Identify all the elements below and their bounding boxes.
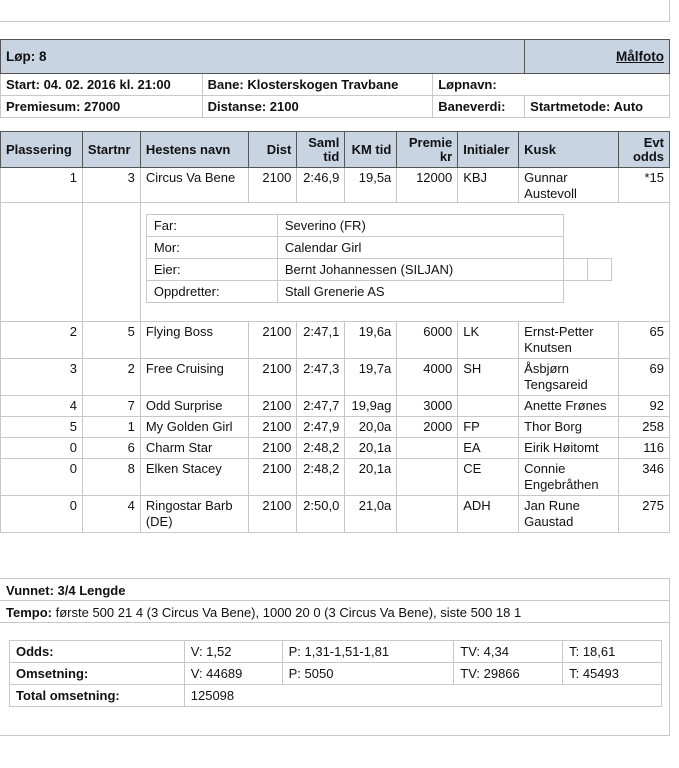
col-start-number[interactable]: Startnr <box>82 132 140 168</box>
cell-prize: 12000 <box>397 168 458 203</box>
turnover-v: V: 44689 <box>184 663 282 685</box>
table-row <box>1 359 670 396</box>
owner-empty-cell <box>564 259 587 281</box>
turnover-row <box>10 663 662 685</box>
cell-initials: EA <box>458 438 519 459</box>
total-turnover-label: Total omsetning: <box>10 685 185 707</box>
cell-km: 20,1a <box>345 459 397 496</box>
table-row <box>1 322 670 359</box>
odds-v: V: 1,52 <box>184 641 282 663</box>
cell-km: 20,1a <box>345 438 397 459</box>
owner-label: Eier: <box>146 259 277 281</box>
turnover-label: Omsetning: <box>10 663 185 685</box>
cell-km: 19,7a <box>345 359 397 396</box>
odds-table <box>9 640 662 707</box>
cell-dist: 2100 <box>249 168 297 203</box>
cell-initials: ADH <box>458 496 519 533</box>
cell-horse[interactable]: Ringostar Barb (DE) <box>140 496 249 533</box>
cell-startnr: 3 <box>82 168 140 203</box>
winner-details-row <box>1 203 670 322</box>
breeder-value: Stall Grenerie AS <box>277 281 563 303</box>
cell-startnr: 4 <box>82 496 140 533</box>
cell-startnr: 5 <box>82 322 140 359</box>
cell-place: 5 <box>1 417 83 438</box>
cell-initials: CE <box>458 459 519 496</box>
cell-km: 19,5a <box>345 168 397 203</box>
cell-dist: 2100 <box>249 438 297 459</box>
cell-prize <box>397 438 458 459</box>
race-title: Løp: 8 <box>1 40 525 74</box>
col-km-time[interactable]: KM tid <box>345 132 397 168</box>
col-initials[interactable]: Initialer <box>458 132 519 168</box>
cell-horse[interactable]: Flying Boss <box>140 322 249 359</box>
results-header-row <box>1 132 670 168</box>
sire-label: Far: <box>146 215 277 237</box>
cell-time: 2:47,1 <box>297 322 345 359</box>
col-total-time[interactable]: Saml tid <box>297 132 345 168</box>
cell-initials: LK <box>458 322 519 359</box>
cell-time: 2:48,2 <box>297 438 345 459</box>
total-turnover-value: 125098 <box>184 685 661 707</box>
cell-place: 2 <box>1 322 83 359</box>
odds-p: P: 1,31-1,51-1,81 <box>282 641 454 663</box>
cell-odds: *15 <box>619 168 670 203</box>
cell-startnr: 2 <box>82 359 140 396</box>
table-row <box>1 168 670 203</box>
col-prize[interactable]: Premie kr <box>397 132 458 168</box>
cell-driver: Jan Rune Gaustad <box>519 496 619 533</box>
cell-time: 2:47,3 <box>297 359 345 396</box>
table-row <box>1 396 670 417</box>
cell-time: 2:47,7 <box>297 396 345 417</box>
cell-startnr: 7 <box>82 396 140 417</box>
cell-prize: 4000 <box>397 359 458 396</box>
table-row <box>1 438 670 459</box>
cell-odds: 69 <box>619 359 670 396</box>
odds-tv: TV: 4,34 <box>454 641 563 663</box>
prize-sum-info: Premiesum: 27000 <box>1 96 203 118</box>
cell-km: 19,9ag <box>345 396 397 417</box>
winner-details <box>146 214 612 303</box>
cell-horse[interactable]: Circus Va Bene <box>140 168 249 203</box>
cell-place: 0 <box>1 459 83 496</box>
dam-value: Calendar Girl <box>277 237 563 259</box>
cell-time: 2:48,2 <box>297 459 345 496</box>
cell-dist: 2100 <box>249 396 297 417</box>
total-turnover-row <box>10 685 662 707</box>
cell-prize: 2000 <box>397 417 458 438</box>
table-row <box>1 417 670 438</box>
odds-label: Odds: <box>10 641 185 663</box>
owner-empty-cell <box>587 259 611 281</box>
cell-odds: 275 <box>619 496 670 533</box>
cell-dist: 2100 <box>249 322 297 359</box>
table-row <box>1 496 670 533</box>
track-info: Bane: Klosterskogen Travbane <box>202 74 433 96</box>
cell-km: 20,0a <box>345 417 397 438</box>
cell-driver: Thor Borg <box>519 417 619 438</box>
odds-t: T: 18,61 <box>563 641 662 663</box>
breeder-label: Oppdretter: <box>146 281 277 303</box>
cell-prize: 3000 <box>397 396 458 417</box>
race-summary <box>0 578 670 736</box>
turnover-tv: TV: 29866 <box>454 663 563 685</box>
col-distance[interactable]: Dist <box>249 132 297 168</box>
distance-info: Distanse: 2100 <box>202 96 433 118</box>
cell-driver: Gunnar Austevoll <box>519 168 619 203</box>
turnover-p: P: 5050 <box>282 663 454 685</box>
details-spacer <box>82 203 140 322</box>
cell-horse[interactable]: Free Cruising <box>140 359 249 396</box>
cell-dist: 2100 <box>249 459 297 496</box>
cell-driver: Eirik Høitomt <box>519 438 619 459</box>
owner-value: Bernt Johannessen (SILJAN) <box>277 259 563 281</box>
cell-prize <box>397 459 458 496</box>
turnover-t: T: 45493 <box>563 663 662 685</box>
won-by: Vunnet: 3/4 Lengde <box>0 579 669 601</box>
cell-startnr: 1 <box>82 417 140 438</box>
cell-initials: KBJ <box>458 168 519 203</box>
cell-initials <box>458 396 519 417</box>
dam-label: Mor: <box>146 237 277 259</box>
col-horse-name[interactable]: Hestens navn <box>140 132 249 168</box>
cell-km: 21,0a <box>345 496 397 533</box>
cell-dist: 2100 <box>249 417 297 438</box>
cell-startnr: 6 <box>82 438 140 459</box>
cell-prize <box>397 496 458 533</box>
cell-place: 0 <box>1 496 83 533</box>
cell-odds: 65 <box>619 322 670 359</box>
cell-place: 0 <box>1 438 83 459</box>
cell-odds: 116 <box>619 438 670 459</box>
cell-driver: Anette Frønes <box>519 396 619 417</box>
table-row <box>1 459 670 496</box>
cell-startnr: 8 <box>82 459 140 496</box>
cell-km: 19,6a <box>345 322 397 359</box>
start-info: Start: 04. 02. 2016 kl. 21:00 <box>1 74 203 96</box>
cell-initials: SH <box>458 359 519 396</box>
results-table <box>0 131 670 533</box>
cell-driver: Ernst-Petter Knutsen <box>519 322 619 359</box>
cell-odds: 92 <box>619 396 670 417</box>
cell-place: 1 <box>1 168 83 203</box>
tempo: Tempo: første 500 21 4 (3 Circus Va Bene), 1000 20 0 (3 Circus Va Bene), siste 500 18 1 <box>0 601 669 623</box>
cell-horse[interactable]: Odd Surprise <box>140 396 249 417</box>
cell-odds: 346 <box>619 459 670 496</box>
col-driver[interactable]: Kusk <box>519 132 619 168</box>
cell-prize: 6000 <box>397 322 458 359</box>
photo-finish-link[interactable]: Målfoto <box>525 40 670 74</box>
details-spacer <box>1 203 83 322</box>
cell-time: 2:46,9 <box>297 168 345 203</box>
cell-driver: Connie Engebråthen <box>519 459 619 496</box>
cell-horse[interactable]: Elken Stacey <box>140 459 249 496</box>
cell-time: 2:47,9 <box>297 417 345 438</box>
cell-time: 2:50,0 <box>297 496 345 533</box>
cell-place: 4 <box>1 396 83 417</box>
top-panel <box>0 0 670 22</box>
cell-dist: 2100 <box>249 496 297 533</box>
race-name-info: Løpnavn: <box>433 74 670 96</box>
race-header <box>0 39 670 118</box>
cell-initials: FP <box>458 417 519 438</box>
winner-details-cell <box>140 203 669 322</box>
sire-value: Severino (FR) <box>277 215 563 237</box>
cell-horse[interactable]: My Golden Girl <box>140 417 249 438</box>
col-placement[interactable]: Plassering <box>1 132 83 168</box>
cell-odds: 258 <box>619 417 670 438</box>
cell-dist: 2100 <box>249 359 297 396</box>
start-method-info: Startmetode: Auto <box>525 96 670 118</box>
col-odds[interactable]: Evt odds <box>619 132 670 168</box>
cell-driver: Åsbjørn Tengsareid <box>519 359 619 396</box>
cell-horse[interactable]: Charm Star <box>140 438 249 459</box>
cell-place: 3 <box>1 359 83 396</box>
track-value-info: Baneverdi: <box>433 96 525 118</box>
odds-row <box>10 641 662 663</box>
